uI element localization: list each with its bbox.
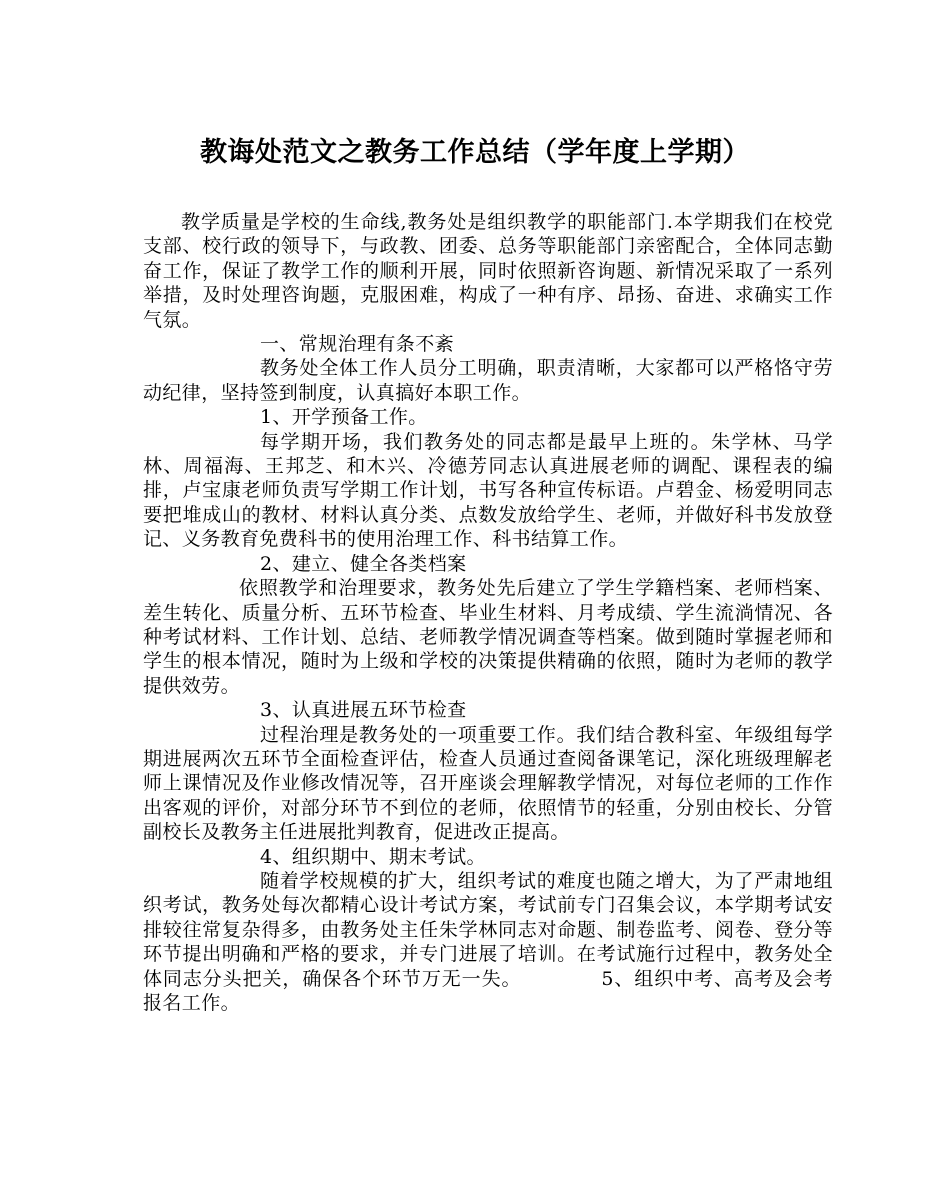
item1-paragraph: 每学期开场，我们教务处的同志都是最早上班的。朱学林、马学林、周福海、王邦芝、和木兴、冷德芳同志认真进展老师的调配、课程表的编排，卢宝康老师负责写学期工作计划，书写各种宣传标语。卢碧金、杨爱明同志要把堆成山的教材、材料认真分类、点数发放给学生、老师，并做好科书发放登记、义务教育免费科书的使用治理工作、科书结算工作。 <box>143 430 833 551</box>
section1-heading: 一、常规治理有条不紊 <box>260 333 455 356</box>
intro-paragraph: 教学质量是学校的生命线,教务处是组织教学的职能部门.本学期我们在校党支部、校行政的领导下，与政教、团委、总务等职能部门亲密配合，全体同志勤奋工作，保证了教学工作的顺利开展，同时依照新咨询题、新情况采取了一系列举措，及时处理咨询题，克服困难，构成了一种有序、昂扬、奋进、求确实工作气氛。 <box>143 211 833 331</box>
section1-paragraph: 教务处全体工作人员分工明确，职责清晰，大家都可以严格恪守劳动纪律，坚持签到制度，认真搞好本职工作。 <box>143 357 833 404</box>
item4-paragraph <box>143 869 833 1015</box>
item2-paragraph: 依照教学和治理要求，教务处先后建立了学生学籍档案、老师档案、差生转化、质量分析、五环节检查、毕业生材料、月考成绩、学生流淌情况、各种考试材料、工作计划、总结、老师教学情况调查等档案。做到随时掌握老师和学生的根本情况，随时为上级和学校的决策提供精确的依照，随时为老师的教学提供效劳。 <box>143 577 833 697</box>
item5-heading: 5、组织中考、高考及会考报名工作。 <box>143 967 833 1014</box>
item4-paragraph-text: 随着学校规模的扩大，组织考试的难度也随之增大，为了严肃地组织考试，教务处每次都精心设计考试方案，考试前专门召集会议，本学期考试安排较往常复杂得多，由教务处主任朱学林同志对命题、制卷监考、阅卷、登分等环节提出明确和严格的要求，并专门进展了培训。在考试施行过程中，教务处全体同志分头把关，确保各个环节万无一失。 <box>143 869 833 990</box>
document-body <box>143 210 833 1015</box>
item3-paragraph: 过程治理是教务处的一项重要工作。我们结合教科室、年级组每学期进展两次五环节全面检查评估，检查人员通过查阅备课笔记，深化班级理解老师上课情况及作业修改情况等，召开座谈会理解教学情况，对每位老师的工作作出客观的评价，对部分环节不到位的老师，依照情节的轻重，分别由校长、分管副校长及教务主任进展批判教育，促进改正提高。 <box>143 723 833 844</box>
item4-heading: 4、组织期中、期末考试。 <box>260 845 486 868</box>
item3-heading: 3、认真进展五环节检查 <box>260 699 467 722</box>
document-title: 教诲处范文之教务工作总结（学年度上学期） <box>200 137 750 168</box>
item1-heading: 1、开学预备工作。 <box>260 406 428 429</box>
item2-heading: 2、建立、健全各类档案 <box>260 552 467 575</box>
